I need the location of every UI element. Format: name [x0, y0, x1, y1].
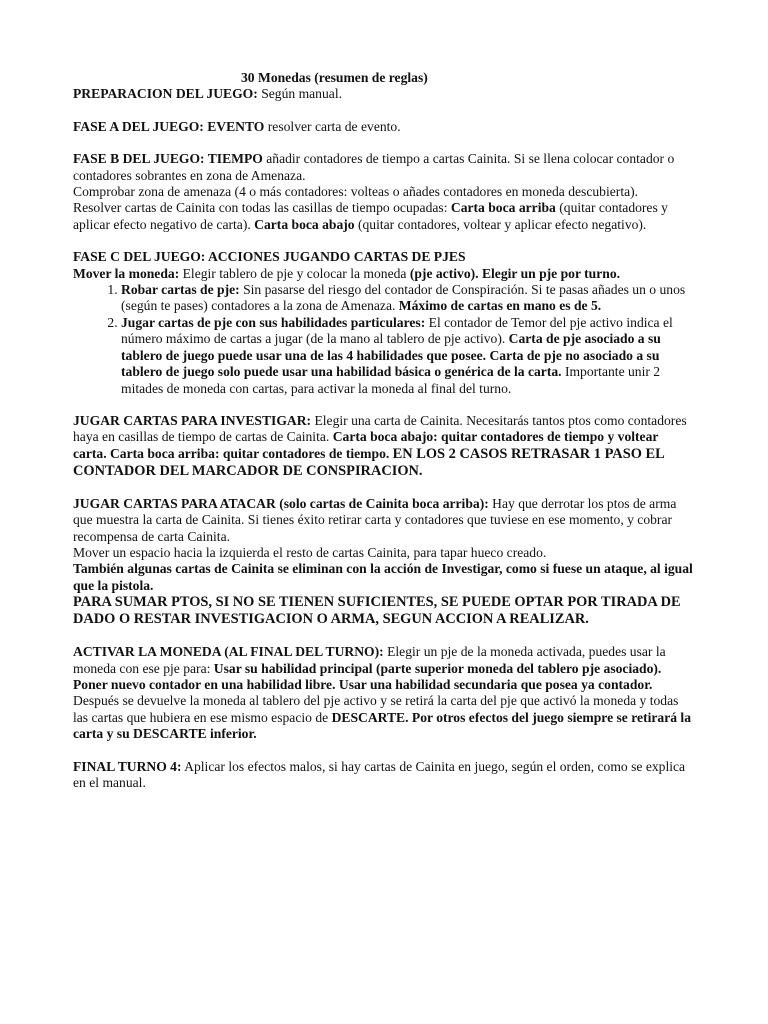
fase-a-text: resolver carta de evento.	[264, 118, 401, 134]
fase-b-heading: FASE B DEL JUEGO: TIEMPO	[73, 151, 263, 167]
preparacion-text: Según manual.	[257, 86, 342, 102]
investigar-heading: JUGAR CARTAS PARA INVESTIGAR:	[73, 412, 312, 428]
atacar-investigar-paragraph: También algunas cartas de Cainita se eliminan con la acción de Investigar, como si fuese un ataque, al igual que la pistola.	[73, 561, 693, 593]
list-item-robar: 1. Robar cartas de pje: Sin pasarse del riesgo del contador de Conspiración. Si te pasas añades un o unos (según te pases) contadores a la zona de Amenaza. Máximo de cartas en mano es de 5.	[121, 282, 695, 315]
fase-a-paragraph	[73, 119, 695, 135]
activar-heading: ACTIVAR LA MONEDA (AL FINAL DEL TURNO):	[73, 644, 384, 660]
fase-c-heading: FASE C DEL JUEGO: ACCIONES JUGANDO CARTAS DE PJES	[73, 249, 466, 265]
fase-b-text: añadir contadores de tiempo a cartas Cainita. Si se llena colocar contador o contadores sobrantes en zona de Amenaza.	[73, 151, 675, 183]
atacar-mover-paragraph: Mover un espacio hacia la izquierda el resto de cartas Cainita, para tapar hueco creado.	[73, 544, 547, 560]
fase-b-paragraph	[73, 151, 695, 184]
fase-b-amenaza-paragraph: Comprobar zona de amenaza (4 o más contadores: volteas o añades contadores en moneda descubierta).	[73, 184, 639, 200]
atacar-paragraph: JUGAR CARTAS PARA ATACAR (solo cartas de Cainita boca arriba): Hay que derrotar los ptos de arma que muestra la carta de Cainita. Si tienes éxito retirar carta y contadores que tuviese en ese momento, y cobrar recompensa de carta Cainita.	[73, 495, 677, 544]
investigar-paragraph: JUGAR CARTAS PARA INVESTIGAR: Elegir una carta de Cainita. Necesitarás tantos ptos como contadores haya en casillas de tiempo de cartas de Cainita. Carta boca abajo: quitar contadores de tiempo y voltear carta. Carta boca arriba: quitar contadores de tiempo. EN LOS 2 CASOS RETRASAR 1 PASO EL CONTADOR DEL MARCADOR DE CONSPIRACION.	[73, 412, 687, 479]
preparacion-heading: PREPARACION DEL JUEGO:	[73, 86, 258, 102]
final-turno-heading: FINAL TURNO 4:	[73, 758, 182, 774]
sumar-ptos-paragraph: PARA SUMAR PTOS, SI NO SE TIENEN SUFICIENTES, SE PUEDE OPTAR POR TIRADA DE DADO O RESTAR INVESTIGACION O ARMA, SEGUN ACCION A REALIZAR.	[73, 594, 681, 628]
mover-moneda-paragraph: Mover la moneda: Elegir tablero de pje y colocar la moneda (pje activo). Elegir un pje por turno.	[73, 265, 621, 281]
devolver-moneda-paragraph: Después se devuelve la moneda al tablero del pje activo y se retirá la carta del pje que activó la moneda y todas las cartas que hubiera en ese mismo espacio de DESCARTE. Por otros efectos del juego siempre se retirará la carta y su DESCARTE inferior.	[73, 693, 691, 742]
atacar-heading: JUGAR CARTAS PARA ATACAR (solo cartas de Cainita boca arriba):	[73, 495, 489, 511]
final-turno-paragraph: FINAL TURNO 4: Aplicar los efectos malos, si hay cartas de Cainita en juego, según el orden, como se explica en el manual.	[73, 758, 686, 790]
fase-b-resolver-paragraph: Resolver cartas de Cainita con todas las casillas de tiempo ocupadas: Carta boca arriba (quitar contadores y aplicar efecto negativo de carta). Carta boca abajo (quitar contadores, voltear y aplicar efecto negativo).	[73, 200, 668, 232]
preparacion-paragraph	[73, 86, 695, 102]
activar-paragraph: ACTIVAR LA MONEDA (AL FINAL DEL TURNO): Elegir un pje de la moneda activada, puedes usar la moneda con ese pje para: Usar su habilidad principal (parte superior moneda del tablero pje asociado). Poner nuevo contador en una habilidad libre. Usar una habilidad secundaria que posea ya contador.	[73, 644, 666, 692]
fase-a-heading: FASE A DEL JUEGO: EVENTO	[73, 118, 265, 134]
acciones-list	[73, 282, 695, 397]
document-body	[73, 70, 695, 791]
document-title: 30 Monedas (resumen de reglas)	[241, 70, 428, 85]
list-item-jugar: 2. Jugar cartas de pje con sus habilidades particulares: El contador de Temor del pje activo indica el número máximo de cartas a jugar (de la mano al tablero de pje activo). Carta de pje asociado a su tablero de juego puede usar una de las 4 habilidades que posee. Carta de pje no asociado a su tablero de juego solo puede usar una habilidad básica o genérica de la carta. Importante unir 2 mitades de moneda con cartas, para activar la moneda al final del turno.	[121, 315, 695, 397]
